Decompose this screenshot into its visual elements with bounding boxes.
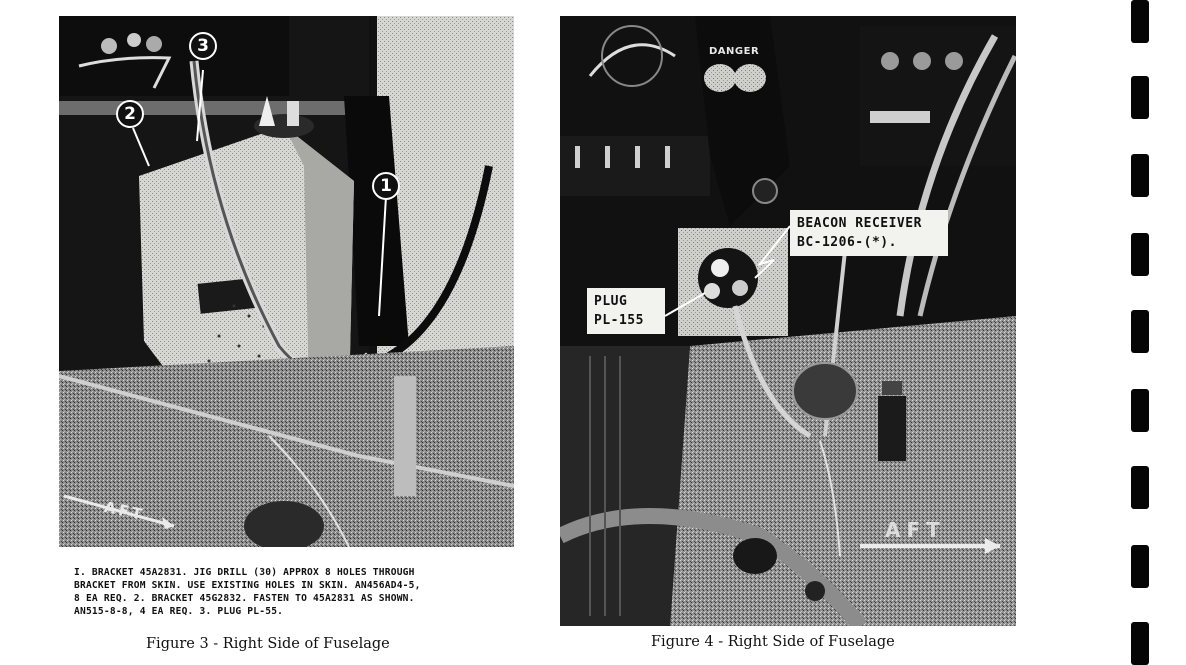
binder-hole-mark — [1131, 545, 1149, 588]
binder-hole-mark — [1131, 310, 1149, 353]
beacon-receiver-model: BC-1206-(*). — [797, 235, 897, 250]
plug-label — [587, 288, 665, 334]
figure-4-photo — [560, 16, 1016, 626]
callout-2: 2 — [116, 100, 144, 128]
plug-label-name: PLUG — [594, 294, 628, 309]
binder-hole-mark — [1131, 0, 1149, 43]
binder-hole-mark — [1131, 389, 1149, 432]
figure-3-photo-illustration — [59, 16, 514, 547]
note-line: I. BRACKET 45A2831. JIG DRILL (30) APPROX 8 HOLES THROUGH — [74, 567, 415, 578]
binder-hole-mark — [1131, 154, 1149, 197]
beacon-receiver-label — [790, 210, 948, 256]
note-line: 8 EA REQ. 2. BRACKET 45G2832. FASTEN TO 45A2831 AS SHOWN. — [74, 593, 415, 604]
floor-marking-aft-right: AFT — [885, 518, 946, 542]
floor-marking-aft-left: AFT — [102, 497, 147, 525]
note-line: BRACKET FROM SKIN. USE EXISTING HOLES IN SKIN. AN456AD4-5, — [74, 580, 421, 591]
danger-panel-text: DANGER — [709, 46, 760, 57]
figure-3-caption: Figure 3 - Right Side of Fuselage — [146, 636, 390, 652]
figure-4-caption: Figure 4 - Right Side of Fuselage — [651, 634, 895, 650]
binder-hole-mark — [1131, 76, 1149, 119]
binder-hole-mark — [1131, 622, 1149, 665]
binder-hole-mark — [1131, 466, 1149, 509]
figure-3-photo — [59, 16, 514, 547]
beacon-receiver-name: BEACON RECEIVER — [797, 216, 922, 231]
callout-1: 1 — [372, 172, 400, 200]
note-line: AN515-8-8, 4 EA REQ. 3. PLUG PL-55. — [74, 606, 284, 617]
plug-label-model: PL-155 — [594, 313, 644, 328]
callout-3: 3 — [189, 32, 217, 60]
binder-hole-mark — [1131, 233, 1149, 276]
figure-3-notes — [74, 566, 514, 618]
